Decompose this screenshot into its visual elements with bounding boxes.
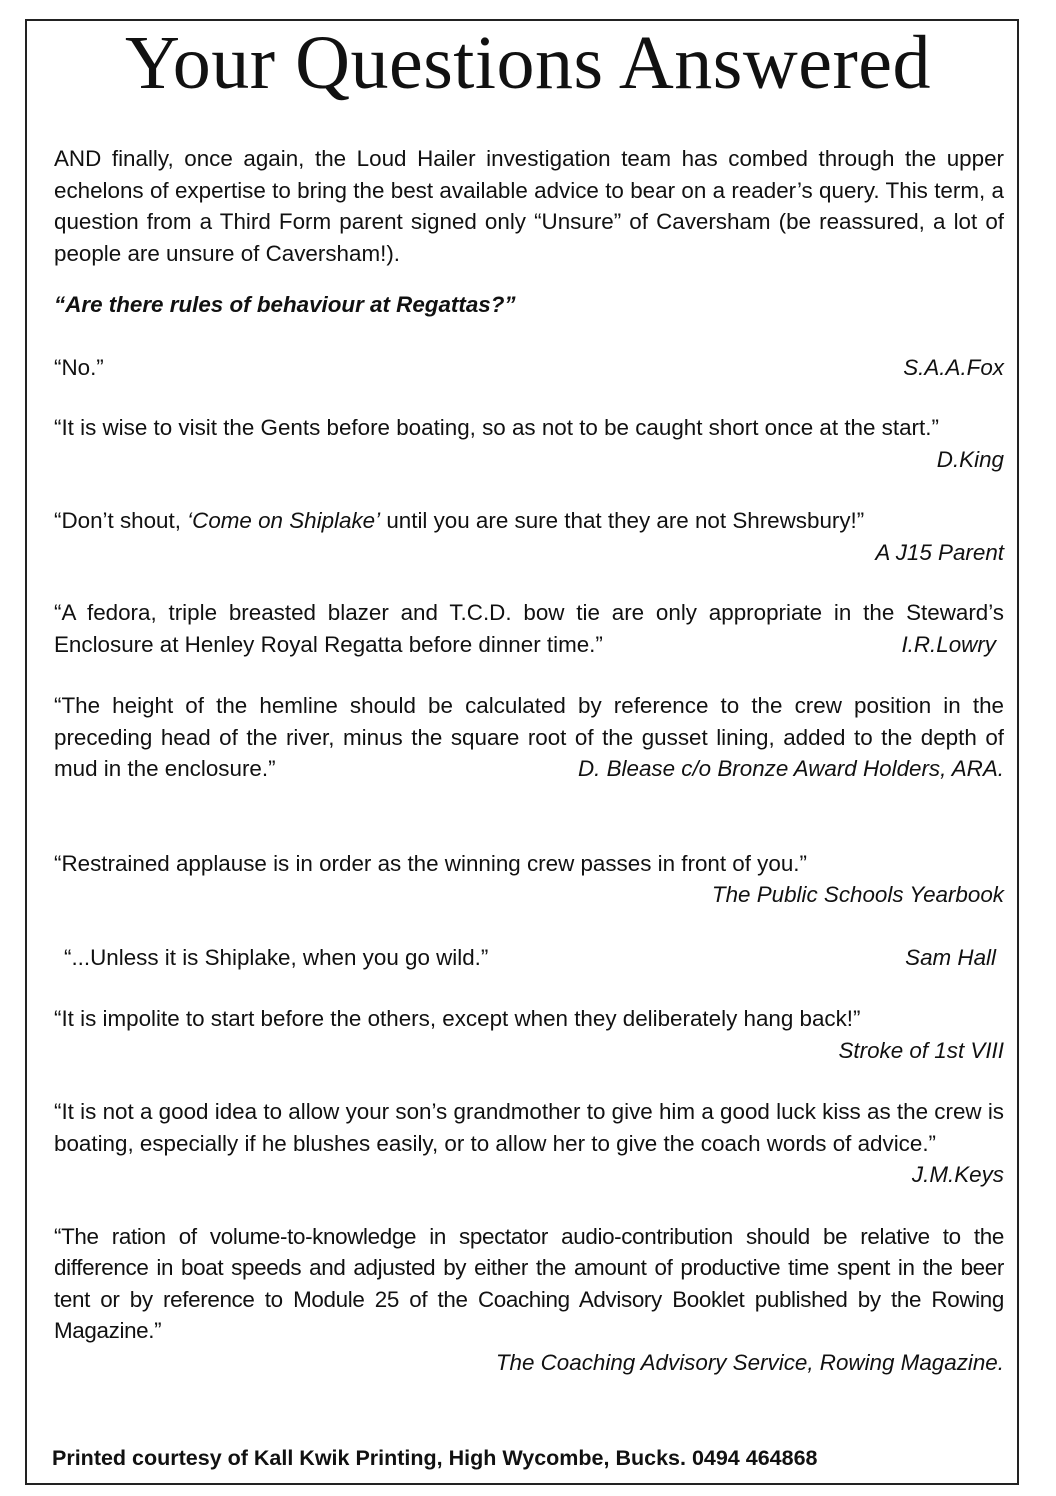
answer-text: “No.” xyxy=(54,354,104,380)
answer-item xyxy=(54,690,1004,785)
answer-text: “A fedora, triple breasted blazer and T.C.D. bow tie are only appropriate in the Steward’s Enclosure at Henley Royal Regatta before dinner time.” xyxy=(54,600,1004,657)
answer-text: “The ration of volume-to-knowledge in spectator audio-contribution should be relative to the difference in boat speeds and adjusted by either the amount of productive time spent in the beer tent or by reference to Module 25 of the Coaching Advisory Booklet published by the Rowing Magazine.” xyxy=(54,1223,1004,1343)
answer-item xyxy=(54,412,1004,475)
answer-item xyxy=(54,1096,1004,1191)
answer-author: D. Blease c/o Bronze Award Holders, ARA. xyxy=(577,756,1004,781)
answer-item xyxy=(54,1221,1004,1379)
answer-text xyxy=(54,505,1004,537)
answer-author: J.M.Keys xyxy=(911,1162,1004,1187)
answer-author: A J15 Parent xyxy=(875,539,1004,565)
answer-item xyxy=(54,505,1004,568)
answer-item xyxy=(54,352,1004,384)
answer-text: “The height of the hemline should be calculated by reference to the crew position in the preceding head of the river, minus the square root of the gusset lining, added to the depth of mud in the enclosure.” xyxy=(54,693,1004,781)
article-body xyxy=(54,143,1004,1378)
answer-author: Sam Hall xyxy=(905,944,996,970)
answer-item xyxy=(54,597,1004,660)
answer-text-start: “Don’t shout, xyxy=(54,508,188,533)
answer-author: The Coaching Advisory Service, Rowing Magazine. xyxy=(495,1349,1004,1375)
answer-text: “...Unless it is Shiplake, when you go wild.” xyxy=(64,944,489,970)
page-title: Your Questions Answered xyxy=(124,21,931,105)
answer-text-emphasis: ‘Come on Shiplake’ xyxy=(187,508,381,533)
answer-author: S.A.A.Fox xyxy=(903,354,1004,380)
answer-author: The Public Schools Yearbook xyxy=(711,882,1004,907)
answer-author: Stroke of 1st VIII xyxy=(838,1037,1004,1063)
answer-text: “It is not a good idea to allow your son’s grandmother to give him a good luck kiss as the crew is boating, especially if he blushes easily, or to allow her to give the coach words of advice.” xyxy=(54,1099,1004,1156)
answer-item xyxy=(54,848,1004,911)
answer-item xyxy=(54,942,1004,974)
answer-author: I.R.Lowry xyxy=(901,631,996,657)
answer-text: “It is wise to visit the Gents before boating, so as not to be caught short once at the start.” xyxy=(54,415,939,440)
answer-item xyxy=(54,1003,1004,1066)
answer-text: “It is impolite to start before the others, except when they deliberately hang back!” xyxy=(54,1006,861,1031)
reader-question: “Are there rules of behaviour at Regattas?” xyxy=(54,292,516,317)
answer-text: “Restrained applause is in order as the winning crew passes in front of you.” xyxy=(54,850,807,876)
intro-paragraph: AND finally, once again, the Loud Hailer investigation team has combed through the upper echelons of expertise to bring the best available advice to bear on a reader’s query. This term, a question from a Third Form parent signed only “Unsure” of Caversham (be reassured, a lot of people are unsure of Caversham!). xyxy=(54,146,1004,266)
answer-text-end: until you are sure that they are not Shrewsbury!” xyxy=(380,508,865,533)
printer-credit: Printed courtesy of Kall Kwik Printing, High Wycombe, Bucks. 0494 464868 xyxy=(52,1446,818,1470)
answer-author: D.King xyxy=(936,446,1004,472)
